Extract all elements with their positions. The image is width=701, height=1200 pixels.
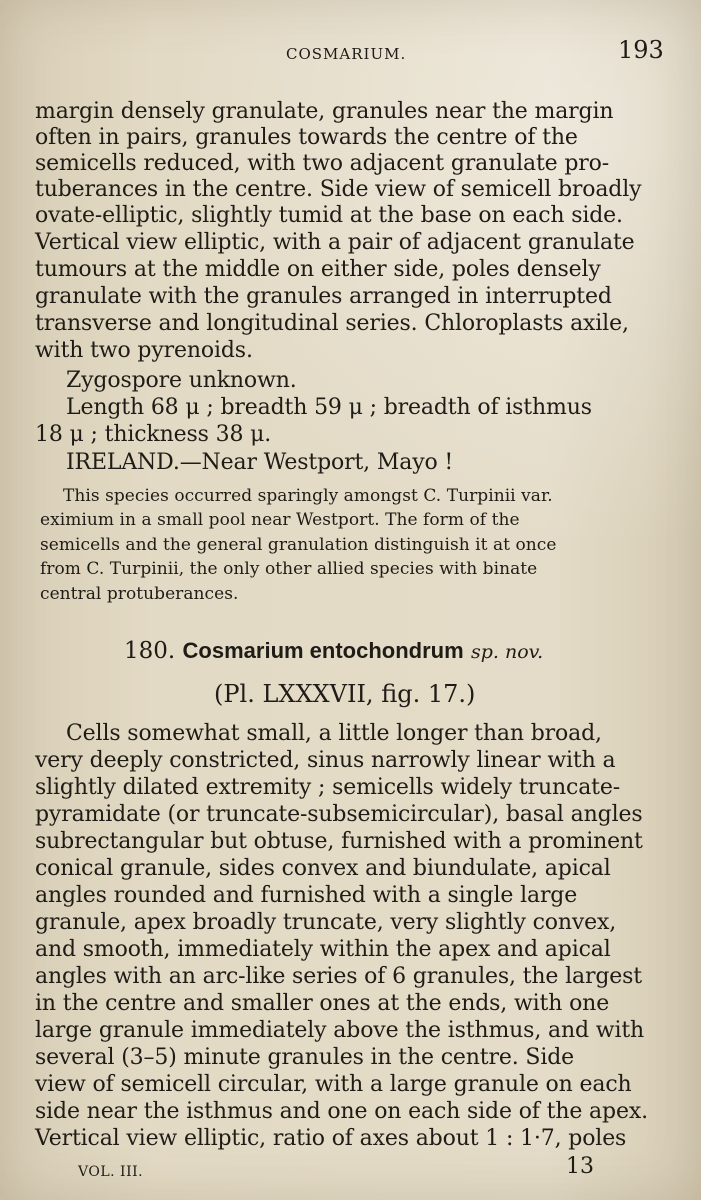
species-description-line: and smooth, immediately within the apex and apical	[35, 937, 611, 962]
page-number: 193	[618, 36, 664, 64]
species-description-line: Cells somewhat small, a little longer than broad,	[66, 721, 602, 746]
species-description-line: conical granule, sides convex and biundulate, apical	[35, 856, 611, 881]
signature-mark: 13	[566, 1154, 594, 1179]
species-description-line: in the centre and smaller ones at the ends, with one	[35, 991, 610, 1016]
species-description-line: Vertical view elliptic, ratio of axes about 1 : 1·7, poles	[35, 1126, 627, 1151]
species-description-line: very deeply constricted, sinus narrowly linear with a	[35, 748, 616, 773]
species-description-line: side near the isthmus and one on each side of the apex.	[35, 1099, 648, 1124]
species-description-line: pyramidate (or truncate-subsemicircular), basal angles	[35, 802, 643, 827]
running-head: COSMARIUM.	[286, 45, 407, 63]
description-line: tuberances in the centre. Side view of semicell broadly	[35, 177, 642, 202]
species-status: sp. nov.	[470, 641, 544, 663]
description-line: with two pyrenoids.	[35, 338, 253, 363]
note-line: semicells and the general granulation distinguish it at once	[40, 535, 557, 555]
zygospore-line: Zygospore unknown.	[66, 368, 297, 393]
species-description-line: angles rounded and furnished with a single large	[35, 883, 578, 908]
description-line: transverse and longitudinal series. Chloroplasts axile,	[35, 311, 629, 336]
note-line: eximium in a small pool near Westport. The form of the	[40, 510, 520, 530]
species-description-line: view of semicell circular, with a large granule on each	[35, 1072, 632, 1097]
species-description-line: large granule immediately above the isthmus, and with	[35, 1018, 645, 1043]
species-description-line: granule, apex broadly truncate, very slightly convex,	[35, 910, 617, 935]
species-description-line: angles with an arc-like series of 6 granules, the largest	[35, 964, 642, 989]
note-line: This species occurred sparingly amongst C. Turpinii var.	[63, 486, 553, 506]
description-line: often in pairs, granules towards the centre of the	[35, 125, 578, 150]
species-heading	[124, 638, 543, 664]
description-line: Vertical view elliptic, with a pair of adjacent granulate	[35, 230, 635, 255]
measurements-line: Length 68 μ ; breadth 59 μ ; breadth of isthmus	[66, 395, 592, 420]
description-line: ovate-elliptic, slightly tumid at the base on each side.	[35, 203, 623, 228]
volume-label: VOL. III.	[78, 1164, 144, 1180]
measurements-line: 18 μ ; thickness 38 μ.	[35, 422, 272, 447]
description-line: granulate with the granules arranged in interrupted	[35, 284, 612, 309]
description-line: margin densely granulate, granules near the margin	[35, 99, 614, 124]
species-description-line: subrectangular but obtuse, furnished with a prominent	[35, 829, 643, 854]
description-line: tumours at the middle on either side, poles densely	[35, 257, 601, 282]
species-description-line: several (3–5) minute granules in the centre. Side	[35, 1045, 575, 1070]
species-number: 180.	[124, 638, 176, 664]
plate-reference: (Pl. LXXXVII, fig. 17.)	[214, 680, 476, 708]
species-name: Cosmarium entochondrum	[182, 638, 464, 663]
note-line: from C. Turpinii, the only other allied species with binate	[40, 559, 538, 579]
locality-line: IRELAND.—Near Westport, Mayo !	[66, 450, 454, 475]
species-description-line: slightly dilated extremity ; semicells widely truncate-	[35, 775, 620, 800]
note-line: central protuberances.	[40, 584, 239, 604]
description-line: semicells reduced, with two adjacent granulate pro-	[35, 151, 610, 176]
